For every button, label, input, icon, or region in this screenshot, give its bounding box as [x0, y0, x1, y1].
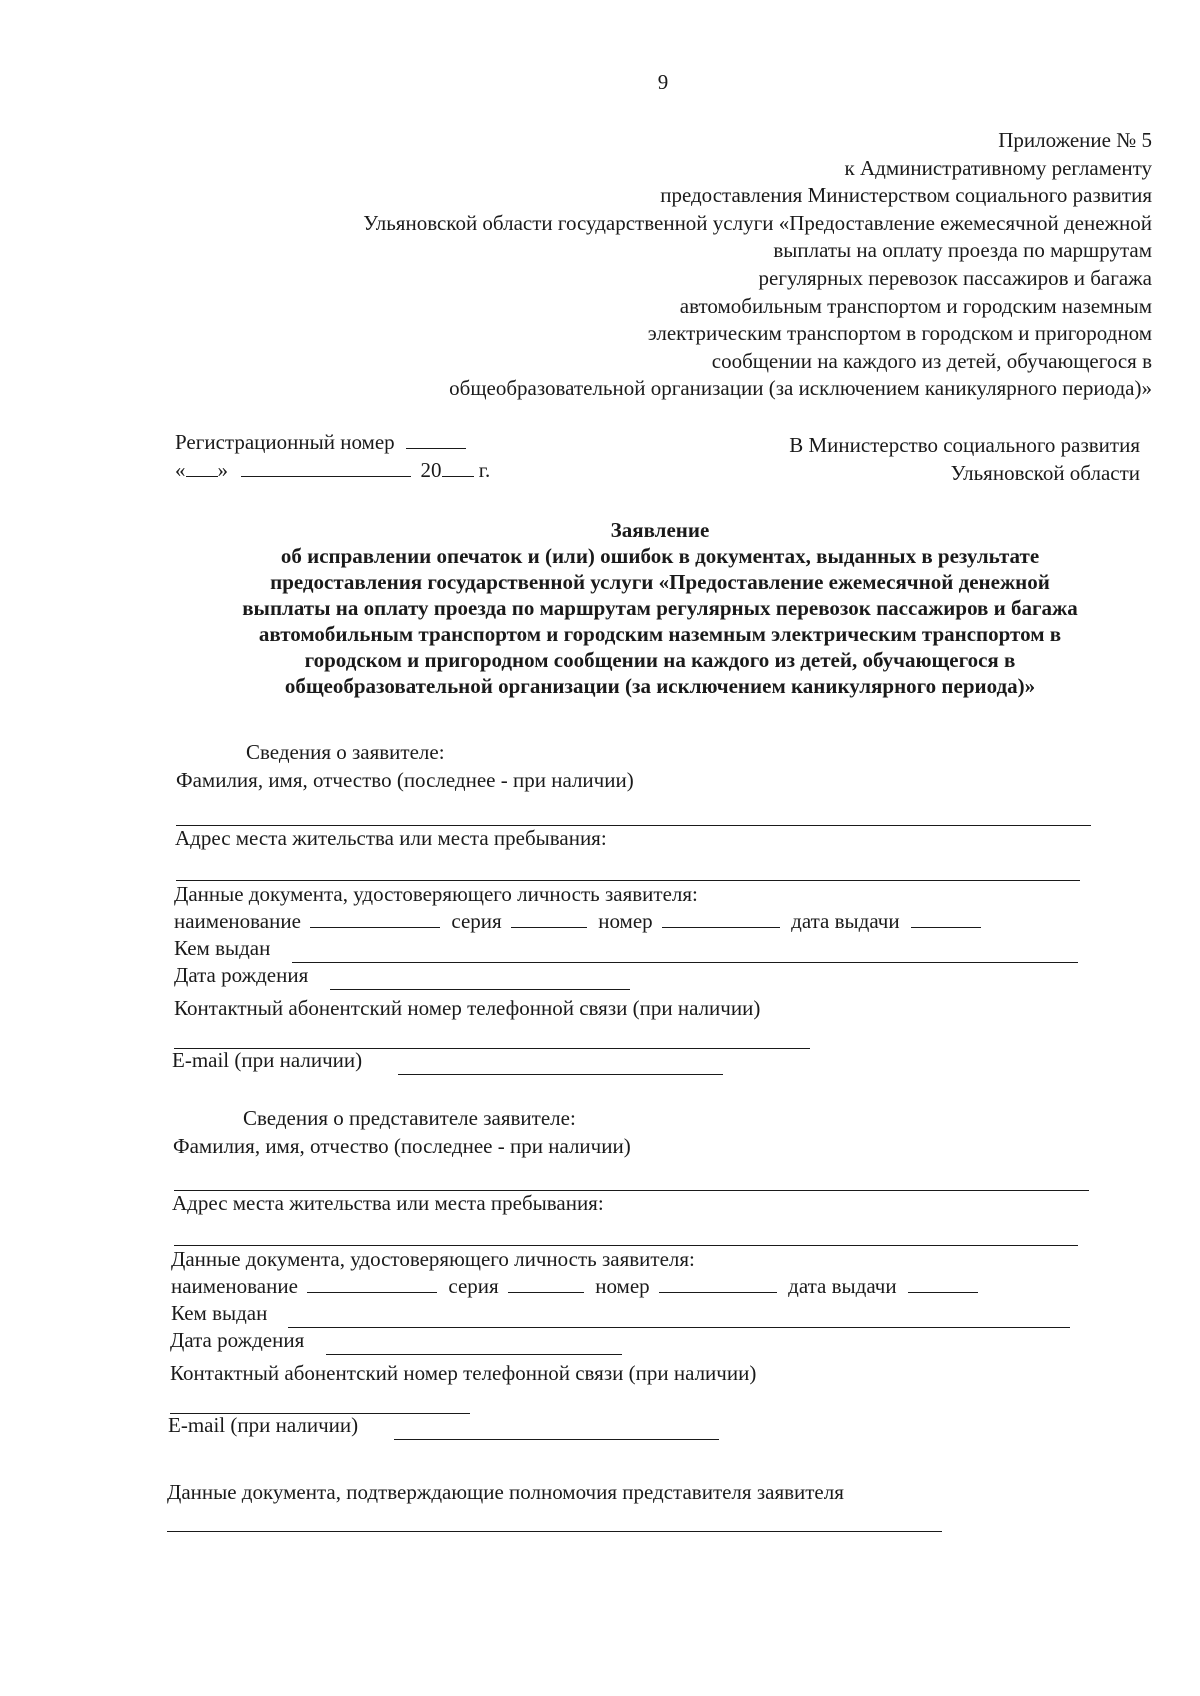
- year-field[interactable]: [442, 458, 474, 477]
- application-title: [140, 518, 1180, 700]
- addressee-line: В Министерство социального развития: [789, 433, 1140, 457]
- title-line: об исправлении опечаток и (или) ошибок в документах, выданных в результате: [280, 544, 1040, 568]
- representative-authority-label: Данные документа, подтверждающие полномочия представителя заявителя: [167, 1480, 844, 1504]
- applicant-doc-number-label: номер: [598, 909, 653, 933]
- representative-birth-label: Дата рождения: [170, 1328, 305, 1352]
- representative-doc-name-label: наименование: [171, 1274, 298, 1298]
- applicant-doc-label: Данные документа, удостоверяющего личность заявителя:: [174, 882, 698, 906]
- addressee-block: [789, 433, 1140, 489]
- addressee-line: Ульяновской области: [950, 461, 1140, 485]
- representative-doc-series-label: серия: [448, 1274, 499, 1298]
- title-line: предоставления государственной услуги «Предоставление ежемесячной денежной: [270, 570, 1050, 594]
- annex-line: сообщении на каждого из детей, обучающегося в: [711, 348, 1152, 373]
- representative-doc-name-field[interactable]: [307, 1274, 437, 1293]
- representative-email-label: E-mail (при наличии): [168, 1413, 359, 1437]
- registration-date-row: [175, 458, 490, 486]
- page-number: 9: [657, 70, 669, 94]
- applicant-heading: Сведения о заявителе:: [246, 740, 445, 764]
- registration-number-label: Регистрационный номер: [175, 430, 395, 454]
- representative-issued-by-field[interactable]: [288, 1327, 1070, 1328]
- quote-close: »: [217, 458, 228, 482]
- applicant-doc-name-field[interactable]: [310, 909, 440, 928]
- representative-authority-field[interactable]: [167, 1531, 942, 1532]
- title-line: автомобильным транспортом и городским наземным электрическим транспортом в: [258, 622, 1062, 646]
- representative-email-field[interactable]: [394, 1439, 719, 1440]
- annex-line: к Административному регламенту: [844, 155, 1152, 180]
- representative-fio-label: Фамилия, имя, отчество (последнее - при наличии): [173, 1134, 631, 1158]
- month-field[interactable]: [241, 458, 411, 477]
- title-line: Заявление: [610, 518, 710, 542]
- title-line: выплаты на оплату проезда по маршрутам регулярных перевозок пассажиров и багажа: [242, 596, 1078, 620]
- applicant-fio-label: Фамилия, имя, отчество (последнее - при наличии): [176, 768, 634, 792]
- annex-header: [150, 128, 1152, 404]
- representative-doc-series-field[interactable]: [508, 1274, 584, 1293]
- applicant-address-label: Адрес места жительства или места пребывания:: [175, 826, 607, 850]
- representative-doc-label: Данные документа, удостоверяющего личность заявителя:: [171, 1247, 695, 1271]
- applicant-issued-by-label: Кем выдан: [174, 936, 271, 960]
- representative-doc-number-label: номер: [595, 1274, 650, 1298]
- applicant-issued-by-row: [174, 936, 270, 961]
- applicant-issued-by-field[interactable]: [292, 962, 1078, 963]
- quote-open: «: [175, 458, 186, 482]
- year-prefix: 20: [420, 458, 442, 482]
- representative-address-field[interactable]: [174, 1245, 1078, 1246]
- representative-doc-row: [171, 1274, 978, 1299]
- applicant-doc-number-field[interactable]: [662, 909, 780, 928]
- annex-line: регулярных перевозок пассажиров и багажа: [758, 265, 1152, 290]
- applicant-doc-series-field[interactable]: [511, 909, 587, 928]
- applicant-doc-series-label: серия: [451, 909, 502, 933]
- day-field[interactable]: [186, 458, 218, 477]
- representative-doc-number-field[interactable]: [659, 1274, 777, 1293]
- applicant-doc-name-label: наименование: [174, 909, 301, 933]
- applicant-doc-date-field[interactable]: [911, 909, 981, 928]
- representative-phone-label: Контактный абонентский номер телефонной связи (при наличии): [170, 1361, 757, 1385]
- annex-line: общеобразовательной организации (за исключением каникулярного периода)»: [449, 376, 1152, 401]
- applicant-email-field[interactable]: [398, 1074, 723, 1075]
- representative-birth-field[interactable]: [326, 1354, 622, 1355]
- applicant-birth-label: Дата рождения: [174, 963, 309, 987]
- applicant-email-label: E-mail (при наличии): [172, 1048, 363, 1072]
- title-line: общеобразовательной организации (за исключением каникулярного периода)»: [284, 674, 1036, 698]
- applicant-address-field[interactable]: [176, 880, 1080, 881]
- year-suffix: г.: [478, 458, 491, 482]
- representative-doc-date-field[interactable]: [908, 1274, 978, 1293]
- representative-heading: Сведения о представителе заявителе:: [243, 1106, 576, 1130]
- annex-line: автомобильным транспортом и городским наземным: [679, 293, 1152, 318]
- applicant-doc-row: [174, 909, 981, 934]
- representative-issued-by-row: [171, 1301, 267, 1326]
- registration-block: [175, 430, 490, 486]
- annex-line: выплаты на оплату проезда по маршрутам: [773, 238, 1152, 263]
- title-line: городском и пригородном сообщении на каждого из детей, обучающегося в: [304, 648, 1016, 672]
- annex-line: предоставления Министерством социального развития: [660, 183, 1152, 208]
- applicant-doc-date-label: дата выдачи: [791, 909, 900, 933]
- representative-doc-date-label: дата выдачи: [788, 1274, 897, 1298]
- applicant-phone-label: Контактный абонентский номер телефонной связи (при наличии): [174, 996, 761, 1020]
- applicant-birth-field[interactable]: [330, 989, 630, 990]
- annex-line: электрическим транспортом в городском и пригородном: [647, 321, 1152, 346]
- annex-line: Ульяновской области государственной услуги «Предоставление ежемесячной денежной: [363, 210, 1152, 235]
- representative-address-label: Адрес места жительства или места пребывания:: [172, 1191, 604, 1215]
- registration-number-row: [175, 430, 490, 458]
- registration-number-field[interactable]: [406, 430, 466, 449]
- annex-line: Приложение № 5: [998, 128, 1152, 152]
- representative-issued-by-label: Кем выдан: [171, 1301, 268, 1325]
